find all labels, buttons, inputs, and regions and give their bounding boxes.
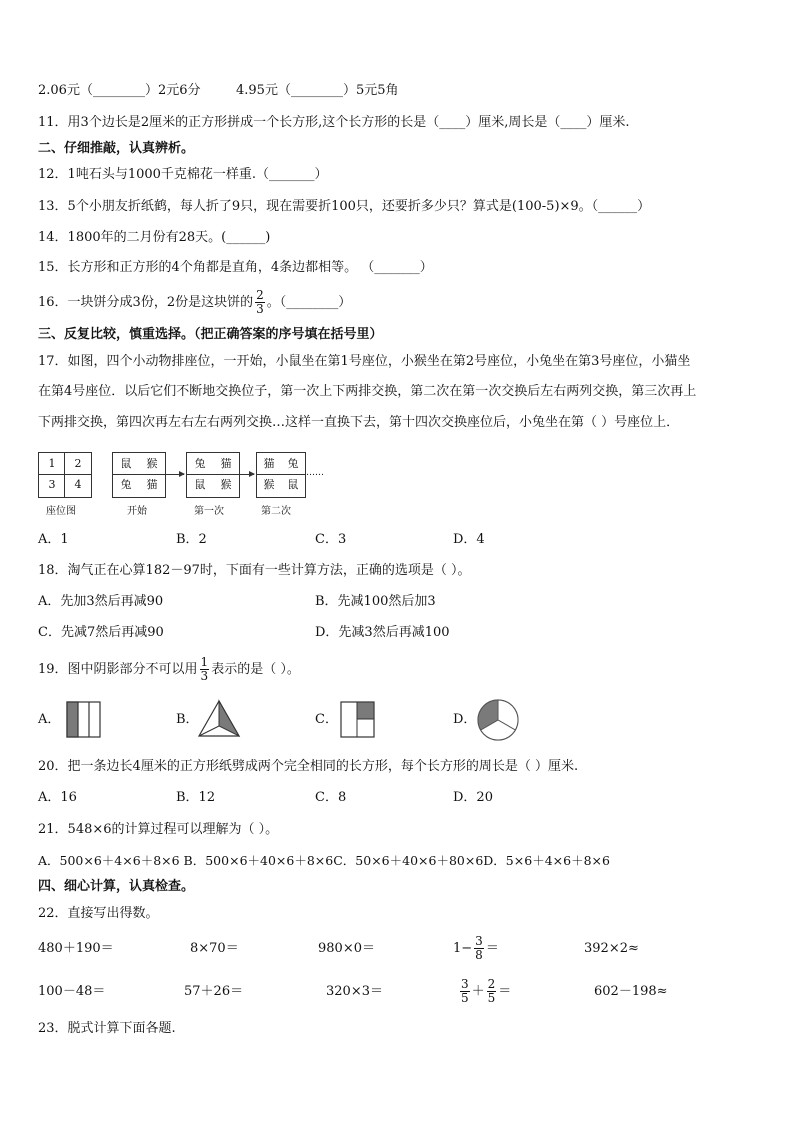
calc-9-plus: ＋ [471,984,485,999]
calc-10: 602－198≈ [594,984,668,999]
calc-9b-denominator: 5 [487,991,496,1005]
question-13: 13．5个小朋友折纸鹤，每人折了9只，现在需要折100只，还要折多少只？算式是(100-5)×9。（______） [38,199,651,214]
q17-option-d: D．4 [453,532,485,547]
question-16 [38,286,351,320]
start-grid-label: 开始 [127,506,147,517]
second-cell-1: 猫 [263,457,275,470]
calc-9-fraction-b [487,978,497,1005]
calc-2: 8×70＝ [190,941,239,956]
q19-shape-d-circle [476,698,520,742]
q10-part-b: 4.95元（________）5元5角 [236,83,399,98]
seat-cell-1: 1 [48,457,56,470]
question-23: 23．脱式计算下面各题. [38,1021,176,1036]
q18-option-d: D．先减3然后再减100 [315,625,450,640]
second-grid-label: 第二次 [261,506,291,517]
question-21: 21．548×6的计算过程可以理解为（ ）。 [38,822,279,837]
q19-tail: 表示的是（ ）。 [211,662,300,677]
second-cell-4: 鼠 [287,478,299,491]
seat-grid [38,452,92,498]
question-11: 11．用3个边长是2厘米的正方形拼成一个长方形,这个长方形的长是（____）厘米,周长是（____）厘米. [38,115,630,130]
q20-option-d: D．20 [453,790,493,805]
calc-9 [458,975,511,1009]
continuation-ellipsis: …… [306,468,324,478]
question-19 [38,653,300,687]
q16-text: 16．一块饼分成3份，2份是这块饼的 [38,295,254,310]
q18-option-a: A．先加3然后再减90 [38,594,164,609]
section-3-heading: 三、反复比较，慎重选择。（把正确答案的序号填在括号里） [38,327,383,342]
q19-text: 19．图中阴影部分不可以用 [38,662,198,677]
first-cell-4: 猴 [220,478,232,491]
calc-4-numerator: 3 [475,934,483,948]
calc-9-fraction-a [460,978,470,1005]
q17-option-a: A．1 [38,532,69,547]
calc-4-equals: ＝ [485,941,499,956]
second-grid [256,452,306,498]
q19-option-a-label: A． [38,712,61,727]
calc-9a-numerator: 3 [461,977,469,991]
seat-cell-3: 3 [48,478,56,491]
question-17-line-3: 下两排交换，第四次再左右左右两列交换…这样一直换下去，第十四次交换座位后，小兔坐在第（ ）号座位上． [38,415,680,430]
calc-4-fraction [474,935,484,962]
calc-9-equals: ＝ [498,984,512,999]
q18-option-c: C．先减7然后再减90 [38,625,164,640]
first-cell-3: 鼠 [194,478,206,491]
q19-shape-a-rectangle-thirds [66,701,102,739]
q19-denominator: 3 [200,669,209,683]
first-grid-label: 第一次 [194,506,224,517]
section-2-heading: 二、仔细推敲，认真辨析。 [38,141,195,156]
start-grid [112,452,166,498]
question-14: 14．1800年的二月份有28天。(______) [38,230,271,245]
q20-option-a: A．16 [38,790,77,805]
calc-4-prefix: 1− [453,941,473,956]
q20-option-b: B．12 [176,790,216,805]
q19-numerator: 1 [200,655,209,669]
calc-4-denominator: 8 [475,948,483,962]
first-cell-1: 兔 [194,457,206,470]
start-cell-3: 兔 [120,478,132,491]
q21-options: A．500×6＋4×6＋8×6 B．500×6＋40×6＋8×6C．50×6＋40×6＋80×6D．5×6＋4×6＋8×6 [38,853,610,868]
seat-cell-2: 2 [74,457,82,470]
first-grid [186,452,240,498]
question-22: 22．直接写出得数。 [38,906,159,921]
calc-4 [453,932,499,966]
q19-option-b-label: B． [176,712,199,727]
q19-option-d-label: D． [453,712,477,727]
seat-grid-label: 座位图 [46,506,76,517]
q19-shape-b-triangle [197,699,241,739]
q16-blank: 。（________） [266,295,352,310]
question-20: 20．把一条边长4厘米的正方形纸劈成两个完全相同的长方形，每个长方形的周长是（ ）厘米. [38,759,579,774]
calc-9b-numerator: 2 [487,977,496,991]
first-cell-2: 猫 [220,457,232,470]
start-cell-2: 猴 [146,457,158,470]
q18-option-b: B．先减100然后加3 [315,594,436,609]
second-cell-3: 猴 [263,478,275,491]
calc-6: 100－48＝ [38,984,106,999]
q19-shape-c-square [340,701,376,739]
q17-option-c: C．3 [315,532,347,547]
question-15: 15．长方形和正方形的4个角都是直角，4条边都相等。 （_______） [38,260,433,275]
calc-3: 980×0＝ [318,941,375,956]
start-cell-4: 猫 [146,478,158,491]
arrow-1 [164,474,184,475]
q20-option-c: C．8 [315,790,347,805]
start-cell-1: 鼠 [120,457,132,470]
question-17-line-2: 在第4号座位．以后它们不断地交换位子，第一次上下两排交换，第二次在第一次交换后左右两列交换，第三次再上 [38,384,697,399]
q16-numerator: 2 [256,288,264,302]
q10-part-a: 2.06元（________）2元6分 [38,83,201,98]
second-cell-2: 兔 [287,457,299,470]
arrow-2 [238,474,254,475]
calc-1: 480＋190＝ [38,941,114,956]
calc-7: 57＋26＝ [184,984,244,999]
seat-cell-4: 4 [74,478,82,491]
question-18: 18．淘气正在心算182－97时，下面有一些计算方法，正确的选项是（ ）。 [38,563,471,578]
calc-5: 392×2≈ [584,941,639,956]
q17-option-b: B．2 [176,532,207,547]
question-17-line-1: 17．如图，四个小动物排座位，一开始，小鼠坐在第1号座位，小猴坐在第2号座位，小兔坐在第3号座位，小猫坐 [38,354,691,369]
section-4-heading: 四、细心计算，认真检查。 [38,879,195,894]
question-12: 12．1吨石头与1000千克棉花一样重.（_______） [38,167,328,182]
q19-option-c-label: C． [315,712,338,727]
q16-fraction [255,289,265,316]
q19-fraction [200,656,210,683]
calc-9a-denominator: 5 [461,991,469,1005]
q16-denominator: 3 [256,302,264,316]
calc-8: 320×3＝ [326,984,383,999]
